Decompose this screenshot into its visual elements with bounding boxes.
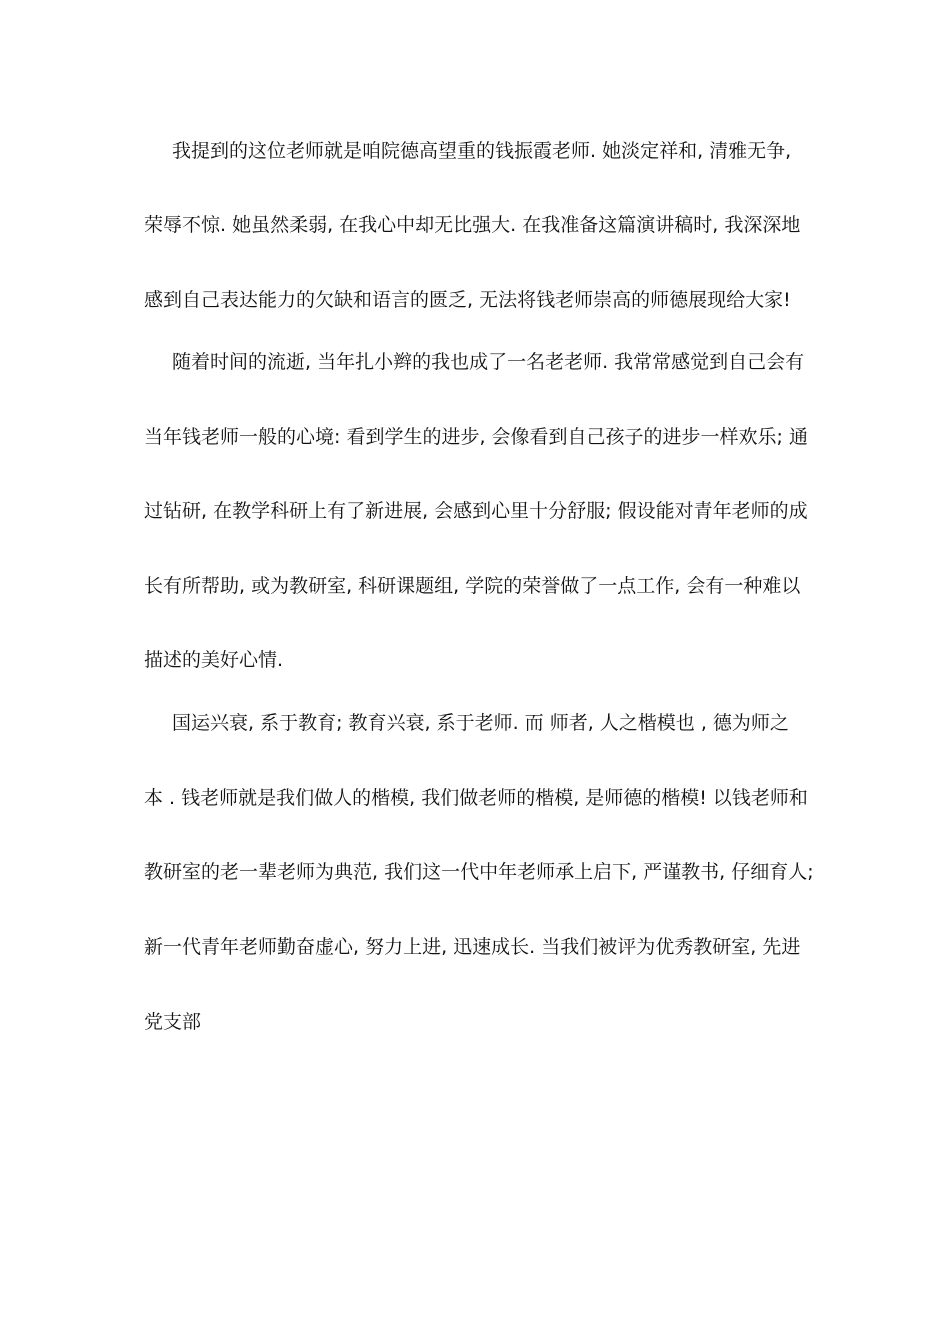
paragraph-3-line-4: 新一代青年老师勤奋虚心, 努力上进, 迅速成长. 当我们被评为优秀教研室, 先进 bbox=[144, 936, 801, 958]
paragraph-1-line-2: 荣辱不惊. 她虽然柔弱, 在我心中却无比强大. 在我准备这篇演讲稿时, 我深深地 bbox=[144, 214, 801, 236]
paragraph-3-line-1: 国运兴衰, 系于教育; 教育兴衰, 系于老师. 而 师者, 人之楷模也 , 德为师之 bbox=[172, 712, 789, 734]
paragraph-3-line-3: 教研室的老一辈老师为典范, 我们这一代中年老师承上启下, 严谨教书, 仔细育人; bbox=[144, 861, 814, 883]
paragraph-1-line-1: 我提到的这位老师就是咱院德高望重的钱振霞老师. 她淡定祥和, 清雅无争, bbox=[172, 140, 792, 162]
paragraph-2-line-2: 当年钱老师一般的心境: 看到学生的进步, 会像看到自己孩子的进步一样欢乐; 通 bbox=[144, 426, 808, 448]
paragraph-1-line-3: 感到自己表达能力的欠缺和语言的匮乏, 无法将钱老师崇高的师德展现给大家! bbox=[144, 289, 791, 311]
paragraph-2-line-4: 长有所帮助, 或为教研室, 科研课题组, 学院的荣誉做了一点工作, 会有一种难以 bbox=[144, 575, 801, 597]
paragraph-3-line-5: 党支部 bbox=[144, 1011, 202, 1033]
paragraph-2-line-1: 随着时间的流逝, 当年扎小辫的我也成了一名老老师. 我常常感觉到自己会有 bbox=[172, 351, 805, 373]
paragraph-3-line-2: 本 . 钱老师就是我们做人的楷模, 我们做老师的楷模, 是师德的楷模! 以钱老师和 bbox=[144, 787, 808, 809]
paragraph-2-line-3: 过钻研, 在教学科研上有了新进展, 会感到心里十分舒服; 假设能对青年老师的成 bbox=[144, 500, 808, 522]
paragraph-2-line-5: 描述的美好心情. bbox=[144, 649, 284, 671]
